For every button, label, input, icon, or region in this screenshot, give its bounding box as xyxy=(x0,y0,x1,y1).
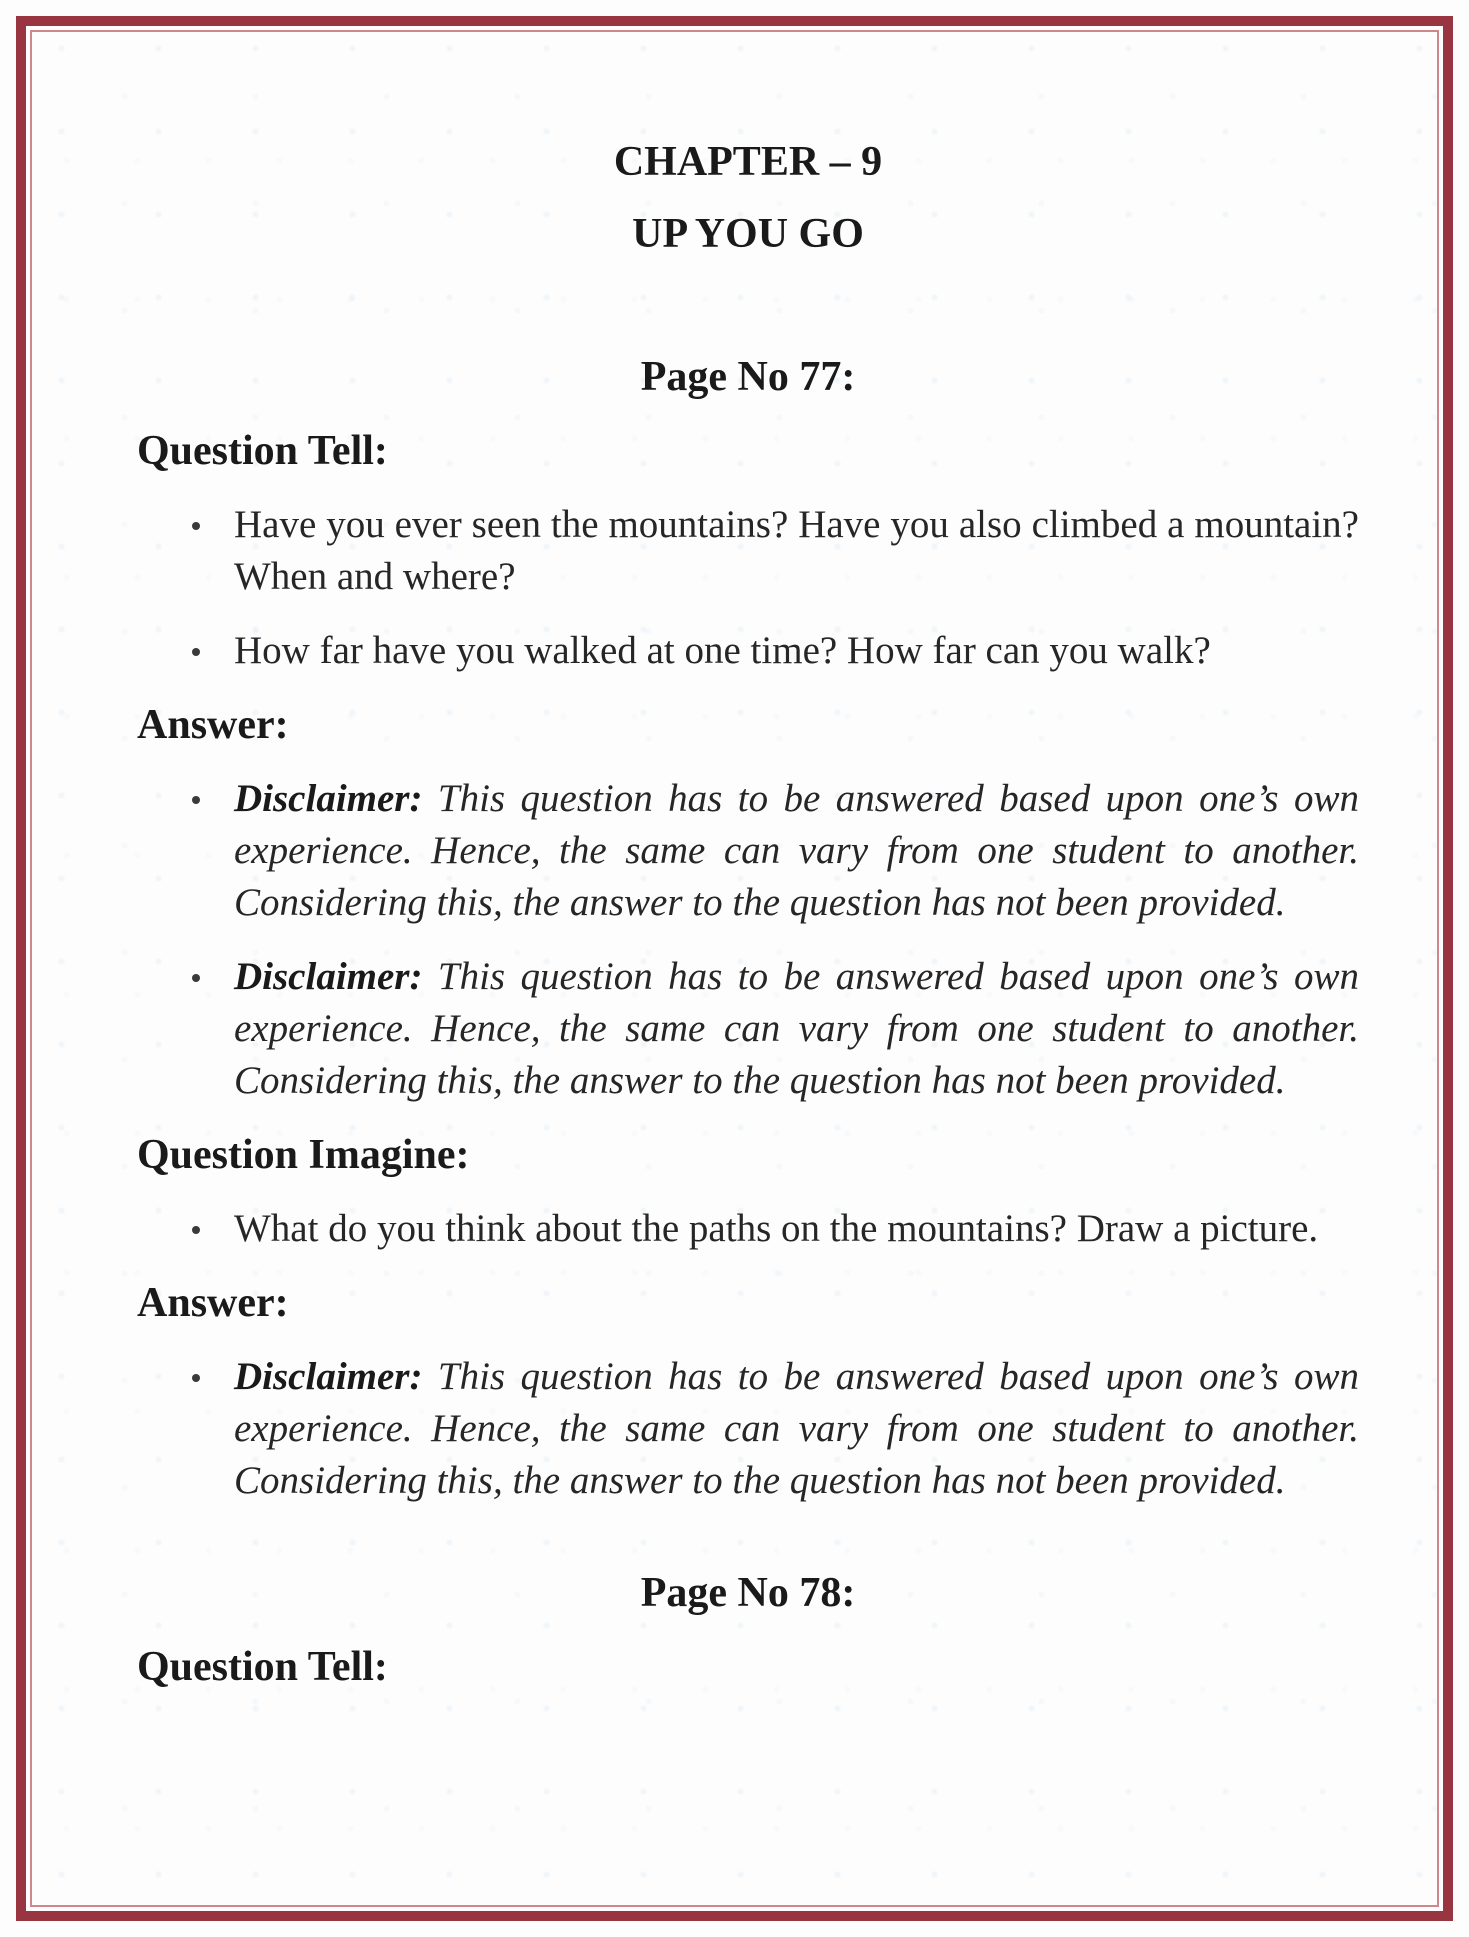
disclaimer-text: This question has to be answered based upon one’s own experience. Hence, the same can vary from one student to another. Considering this, the answer to the question has not been provided. xyxy=(234,1355,1360,1502)
question-imagine-heading: Question Imagine: xyxy=(137,1132,470,1178)
list-item-disclaimer xyxy=(137,773,1359,929)
disclaimer-label: Disclaimer: xyxy=(234,955,423,998)
bullet-dot xyxy=(192,1374,200,1382)
list-item xyxy=(137,625,1359,677)
list-item-disclaimer xyxy=(137,951,1359,1107)
list-item-disclaimer xyxy=(137,1351,1359,1507)
page-78-heading: Page No 78: xyxy=(640,1570,856,1616)
chapter-title-heading: UP YOU GO xyxy=(632,211,864,257)
bullet-dot xyxy=(192,796,200,804)
bullet-dot xyxy=(192,648,200,656)
disclaimer-label: Disclaimer: xyxy=(234,1355,423,1398)
answer-heading: Answer: xyxy=(137,1280,289,1326)
bullet-dot xyxy=(192,522,200,530)
document-content xyxy=(137,0,1359,1693)
bullet-text: What do you think about the paths on the mountains? Draw a picture. xyxy=(234,1207,1319,1250)
disclaimer-text: This question has to be answered based upon one’s own experience. Hence, the same can vary from one student to another. Considering this, the answer to the question has not been provided. xyxy=(234,777,1360,924)
question-tell-heading: Question Tell: xyxy=(137,1644,388,1690)
disclaimer-label: Disclaimer: xyxy=(234,777,423,820)
question-tell-heading: Question Tell: xyxy=(137,428,388,474)
bullet-dot xyxy=(192,974,200,982)
list-item xyxy=(137,499,1359,603)
bullet-dot xyxy=(192,1226,200,1234)
bullet-text: Have you ever seen the mountains? Have you also climbed a mountain? When and where? xyxy=(234,503,1359,598)
list-item xyxy=(137,1203,1359,1255)
page-77-heading: Page No 77: xyxy=(640,354,856,400)
bullet-text: How far have you walked at one time? How far can you walk? xyxy=(234,629,1211,672)
answer-heading: Answer: xyxy=(137,702,289,748)
disclaimer-text: This question has to be answered based upon one’s own experience. Hence, the same can vary from one student to another. Considering this, the answer to the question has not been provided. xyxy=(234,955,1360,1102)
chapter-number-heading: CHAPTER – 9 xyxy=(613,139,883,185)
